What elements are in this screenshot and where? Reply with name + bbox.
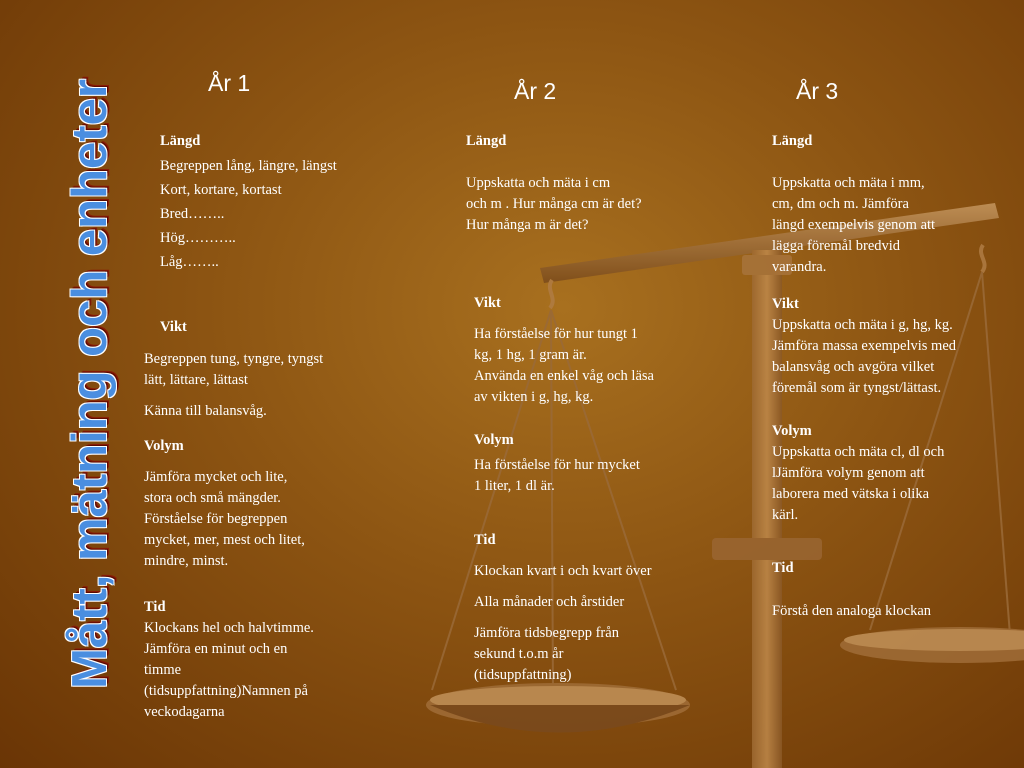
text-line: Ha förståelse för hur tungt 1 [474, 326, 638, 342]
year-3-heading: År 3 [796, 78, 839, 104]
year-1-vikt-heading-block [160, 317, 187, 338]
year-2-langd-section [466, 131, 706, 236]
text-line: Alla månader och årstider [474, 594, 625, 610]
vikt-heading: Vikt [772, 296, 799, 312]
year-2-heading: År 2 [514, 78, 557, 104]
text-line: och m . Hur många cm är det? [466, 196, 642, 212]
text-line: veckodagarna [144, 704, 225, 720]
text-line: Klockans hel och halvtimme. [144, 620, 314, 636]
text-line: lJämföra volym genom att [772, 465, 925, 481]
text-line: Uppskatta och mäta cl, dl och [772, 444, 945, 460]
text-line: Uppskatta och mäta i mm, [772, 175, 925, 191]
text-line: kärl. [772, 507, 799, 523]
text-line: lägga föremål bredvid [772, 238, 901, 254]
text-line: cm, dm och m. Jämföra [772, 196, 909, 212]
text-line: föremål som är tyngst/lättast. [772, 380, 942, 396]
text-line: Klockan kvart i och kvart över [474, 563, 652, 579]
slide-title-text: Mått, mätning och enheter [63, 79, 117, 689]
text-line: Förståelse för begreppen [144, 511, 288, 527]
text-line: (tidsuppfattning) [474, 667, 572, 683]
volym-heading: Volym [144, 438, 184, 454]
text-line: Hur många m är det? [466, 217, 589, 233]
tid-heading: Tid [772, 560, 794, 576]
text-line: mycket, mer, mest och litet, [144, 532, 305, 548]
text-line: Begreppen tung, tyngre, tyngst [144, 351, 324, 367]
text-line: varandra. [772, 259, 827, 275]
year-1-vikt-section [144, 349, 384, 723]
text-line: Jämföra en minut och en [144, 641, 288, 657]
text-line: balansvåg och avgöra vilket [772, 359, 935, 375]
text-line: Begreppen lång, längre, längst [160, 158, 337, 174]
year-1-heading: År 1 [208, 70, 251, 96]
text-line: Känna till balansvåg. [144, 403, 267, 419]
text-line: Uppskatta och mäta i g, hg, kg. [772, 317, 953, 333]
langd-heading: Längd [160, 133, 201, 149]
text-line: Låg…….. [160, 254, 219, 270]
year-1-langd-section [160, 131, 390, 273]
text-line: lätt, lättare, lättast [144, 372, 248, 388]
text-line: sekund t.o.m år [474, 646, 564, 662]
volym-heading: Volym [474, 432, 514, 448]
text-line: Använda en enkel våg och läsa [474, 368, 654, 384]
text-line: mindre, minst. [144, 553, 229, 569]
langd-heading: Längd [466, 133, 507, 149]
year-3-section [772, 131, 1012, 622]
text-line: Förstå den analoga klockan [772, 603, 932, 619]
text-line: längd exempelvis genom att [772, 217, 936, 233]
text-line: Uppskatta och mäta i cm [466, 175, 611, 191]
text-line: Hög……….. [160, 230, 236, 246]
text-line: laborera med vätska i olika [772, 486, 930, 502]
text-line: kg, 1 hg, 1 gram är. [474, 347, 587, 363]
langd-heading: Längd [772, 133, 813, 149]
tid-heading: Tid [144, 599, 166, 615]
text-line: timme [144, 662, 182, 678]
vikt-heading: Vikt [160, 319, 187, 335]
text-line: Kort, kortare, kortast [160, 182, 282, 198]
text-line: stora och små mängder. [144, 490, 281, 506]
text-line: av vikten i g, hg, kg. [474, 389, 594, 405]
text-line: Jämföra tidsbegrepp från [474, 625, 619, 641]
volym-heading: Volym [772, 423, 812, 439]
tid-heading: Tid [474, 532, 496, 548]
text-line: Ha förståelse för hur mycket [474, 457, 640, 473]
text-line: (tidsuppfattning)Namnen på [144, 683, 308, 699]
text-line: 1 liter, 1 dl är. [474, 478, 555, 494]
text-line: Jämföra massa exempelvis med [772, 338, 957, 354]
text-line: Bred…….. [160, 206, 225, 222]
year-2-vikt-section [474, 293, 714, 686]
vikt-heading: Vikt [474, 295, 501, 311]
text-line: Jämföra mycket och lite, [144, 469, 288, 485]
